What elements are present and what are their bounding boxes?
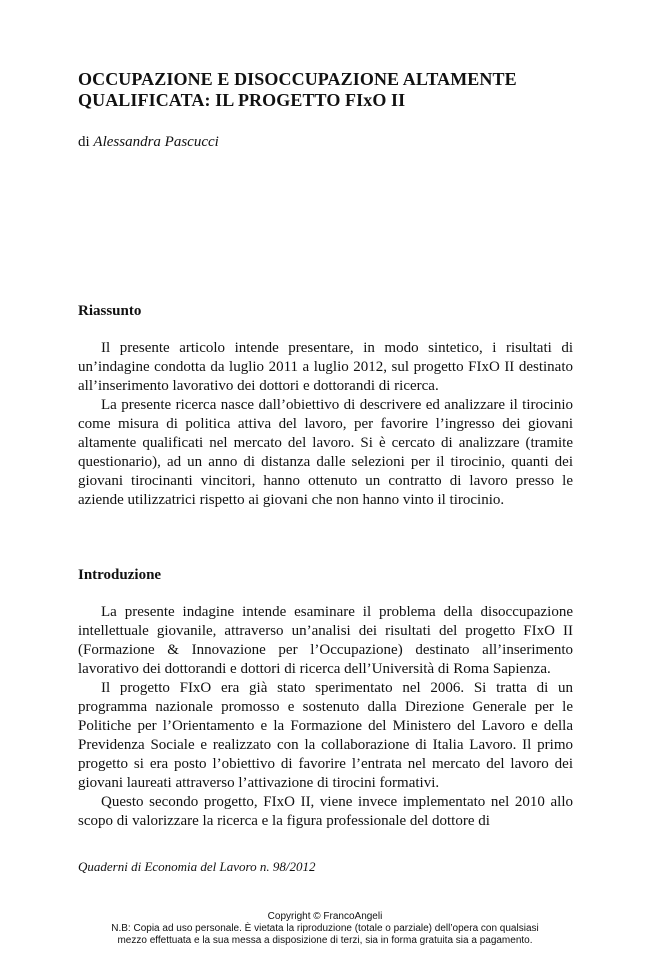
- paragraph: Questo secondo progetto, FIxO II, viene invece implementato nel 2010 allo scopo di valorizzare la ricerca e la figura professionale del dottore di: [78, 794, 573, 829]
- paragraph: La presente ricerca nasce dall’obiettivo di descrivere ed analizzare il tirocinio come misura di politica attiva del lavoro, per favorire l’ingresso dei giovani altamente qualificati nel mercato del lavoro. Si è cercato di analizzare (tramite questionario), ad un anno di distanza dalle selezioni per il tirocinio, quanti dei giovani tirocinanti vincitori, hanno ottenuto un contratto di lavoro presso le aziende utilizzatrici rispetto ai giovani che non hanno vinto il tirocinio.: [78, 397, 573, 508]
- journal-footer: Quaderni di Economia del Lavoro n. 98/2012: [78, 859, 316, 874]
- paragraph: Il progetto FIxO era già stato sperimentato nel 2006. Si tratta di un programma nazionale promosso e sostenuto dalla Direzione Generale per le Politiche per l’Orientamento e la Formazione del Ministero del Lavoro e della Previdenza Sociale e realizzato con la collaborazione di Italia Lavoro. Il primo progetto si era posto l’obiettivo di favorire l’entrata nel mercato del lavoro dei giovani laureati attraverso l’attivazione di tirocini formativi.: [78, 680, 573, 791]
- author-name: Alessandra Pascucci: [93, 134, 219, 150]
- byline: [78, 133, 219, 151]
- introduzione-body: [78, 603, 573, 831]
- riassunto-body: [78, 339, 573, 510]
- copyright-line: N.B: Copia ad uso personale. È vietata la riproduzione (totale o parziale) dell’opera con qualsiasi: [111, 923, 539, 934]
- paragraph: Il presente articolo intende presentare, in modo sintetico, i risultati di un’indagine condotta da luglio 2011 a luglio 2012, sul progetto FIxO II destinato all’inserimento lavorativo dei dottori e dottorandi di ricerca.: [78, 340, 573, 394]
- paragraph: La presente indagine intende esaminare il problema della disoccupazione intellettuale giovanile, attraverso un’analisi dei risultati del progetto FIxO II (Formazione & Innovazione per l’Occupazione) destinato all’inserimento lavorativo dei dottorandi e dottori di ricerca dell’Università di Roma Sapienza.: [78, 604, 573, 677]
- article-title: OCCUPAZIONE E DISOCCUPAZIONE ALTAMENTE QUALIFICATA: IL PROGETTO FIxO II: [78, 69, 517, 110]
- copyright-line: mezzo effettuata e la sua messa a disposizione di terzi, sia in forma gratuita sia a pagamento.: [117, 935, 533, 946]
- section-heading-riassunto: Riassunto: [78, 303, 142, 319]
- copyright-line: Copyright © FrancoAngeli: [267, 911, 383, 922]
- section-heading-introduzione: Introduzione: [78, 567, 162, 583]
- copyright-notice: [0, 911, 650, 947]
- byline-prefix: di: [78, 134, 90, 150]
